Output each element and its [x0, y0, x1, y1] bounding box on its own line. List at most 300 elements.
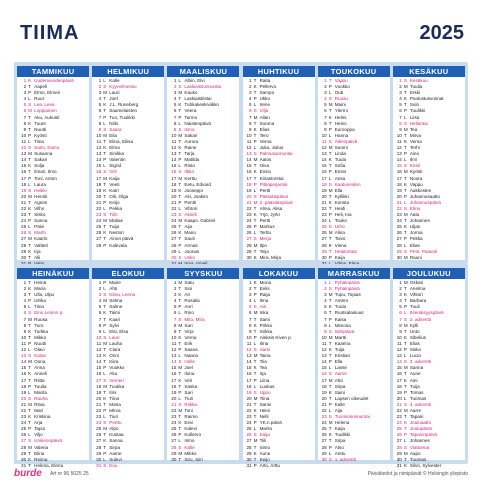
day-number: 27	[21, 438, 27, 444]
name-day: Kalevi	[184, 426, 197, 432]
name-day: Ruusu	[334, 96, 348, 102]
day-number: 19	[321, 389, 327, 395]
day-number: 23	[96, 414, 102, 420]
day-number: 13	[246, 151, 252, 157]
name-day: Yrjö, Jyrki	[259, 212, 280, 218]
day-number: 19	[246, 187, 252, 193]
weekday-letter: T	[103, 359, 107, 365]
month-heading: TOUKOKUU	[318, 66, 390, 77]
weekday-letter: T	[328, 248, 332, 254]
day-number: 20	[96, 193, 102, 199]
weekday-letter: P	[253, 96, 257, 102]
name-day: Elina	[409, 205, 421, 211]
weekday-letter: M	[28, 236, 32, 242]
weekday-letter: S	[328, 96, 332, 102]
name-day: Kalle	[109, 78, 120, 83]
name-day: Kaija	[334, 426, 345, 432]
day-number: 28	[171, 444, 177, 450]
name-day: Anelma	[409, 286, 426, 292]
day-number: 31	[96, 462, 102, 468]
name-day: Kiira	[109, 359, 119, 365]
name-day: Tiina	[34, 138, 44, 144]
weekday-letter: L	[178, 248, 181, 254]
name-day: Ritva	[34, 401, 45, 407]
name-day: Tuuli	[409, 304, 420, 310]
weekday-letter: S	[403, 444, 407, 450]
day-list	[92, 77, 164, 249]
day-number: 29	[321, 450, 327, 456]
weekday-letter: K	[403, 96, 407, 102]
day-number: 16	[321, 371, 327, 377]
weekday-letter: T	[328, 205, 332, 211]
day-number: 29	[321, 248, 327, 254]
name-day: Matilda	[184, 157, 200, 163]
day-number: 9	[98, 328, 102, 334]
day-number: 4	[173, 96, 177, 102]
weekday-letter: L	[328, 132, 332, 138]
name-day: Vuokko	[334, 84, 350, 90]
name-day: Kaapo, Gabriel	[184, 218, 216, 224]
name-day: Outi	[334, 90, 344, 96]
day-number: 15	[171, 163, 177, 169]
weekday-letter: K	[178, 230, 182, 236]
name-day: Liisa	[409, 114, 420, 120]
weekday-letter: L	[403, 242, 407, 248]
day-number: 30	[246, 456, 252, 462]
name-day: Alma, Alisa	[259, 205, 283, 211]
weekday-letter: P	[253, 224, 257, 230]
name-day: Sini	[184, 286, 193, 292]
day-number: 6	[23, 108, 27, 114]
name-day: Terhi	[409, 145, 420, 151]
weekday-letter: L	[103, 371, 106, 377]
weekday-letter: L	[403, 395, 407, 401]
weekday-letter: M	[178, 407, 183, 413]
weekday-letter: M	[253, 438, 258, 444]
article-number: Art nr 96 5025 25	[50, 471, 89, 477]
weekday-letter: P	[328, 316, 332, 322]
day-number: 14	[96, 359, 102, 365]
weekday-letter: P	[178, 114, 182, 120]
weekday-letter: T	[328, 395, 332, 401]
name-day: Matias	[109, 218, 123, 224]
name-day: Pellervo	[259, 84, 277, 90]
name-day: Ruut	[34, 96, 44, 102]
copyright-notice: Päivätiedot ja nimipäivät © Helsingin yliopisto	[367, 471, 468, 477]
name-day: Sakari	[184, 132, 198, 138]
weekday-letter: M	[178, 175, 183, 181]
weekday-letter: T	[28, 420, 31, 426]
day-number: 21	[246, 401, 252, 407]
name-day: Rino	[184, 310, 194, 316]
weekday-letter: T	[178, 108, 182, 114]
name-day: Joulupäivä	[409, 426, 432, 432]
name-day: Tuulia	[409, 84, 423, 90]
weekday-letter: T	[28, 84, 31, 90]
name-day: Ilma	[259, 340, 269, 346]
weekday-letter: P	[103, 322, 107, 328]
name-day: Verna	[259, 138, 272, 144]
day-number: 20	[396, 193, 402, 199]
weekday-letter: S	[103, 292, 107, 298]
day-number: 22	[96, 205, 102, 211]
weekday-letter: P	[178, 389, 182, 395]
day-number: 16	[246, 169, 252, 175]
name-day: Perttu	[109, 420, 122, 426]
calendar-footer	[14, 468, 468, 490]
name-day: Ari	[184, 292, 191, 298]
day-number: 27	[21, 236, 27, 242]
weekday-letter: M	[403, 365, 408, 371]
name-day: Riikka	[184, 401, 197, 407]
month-heading: HELMIKUU	[92, 66, 164, 77]
day-number: 1	[324, 280, 327, 285]
weekday-letter: L	[178, 353, 181, 359]
weekday-letter: T	[328, 151, 332, 157]
name-day: Eetu, Edvard	[184, 181, 211, 187]
name-day: Alpo	[109, 426, 119, 432]
weekday-letter: L	[403, 438, 407, 444]
day-number: 31	[21, 462, 27, 468]
name-day: Salme	[109, 304, 123, 310]
weekday-letter: P	[103, 242, 107, 248]
day-number: 17	[321, 377, 327, 383]
weekday-letter: P	[103, 450, 107, 456]
month-column-huhtikuu	[243, 66, 315, 260]
weekday-letter: K	[403, 334, 407, 340]
month-heading: TAMMIKUU	[17, 66, 89, 77]
day-number: 7	[23, 114, 27, 120]
weekday-letter: L	[328, 450, 332, 456]
day-number: 8	[173, 322, 177, 328]
month-column-kesäkuu	[393, 66, 465, 260]
name-day: Oona	[34, 359, 46, 365]
month-column-elokuu	[92, 268, 164, 468]
day-list	[318, 77, 390, 267]
weekday-letter: T	[178, 414, 182, 420]
name-day: Siru, Siiri	[184, 456, 203, 462]
name-day: Kirsti	[409, 163, 421, 169]
day-number: 20	[246, 193, 252, 199]
weekday-letter: K	[103, 102, 107, 108]
day-number: 16	[171, 371, 177, 377]
weekday-letter: P	[103, 157, 107, 163]
weekday-letter: T	[28, 254, 31, 260]
name-day: Ensio	[334, 169, 347, 175]
day-list	[243, 279, 315, 469]
day-number: 1	[249, 280, 252, 285]
name-day: Linda	[334, 151, 346, 157]
month-heading: HUHTIKUU	[243, 66, 315, 77]
name-day: Maria	[109, 401, 121, 407]
name-day: Onni	[109, 353, 119, 359]
day-number: 7	[98, 114, 102, 120]
day-number: 9	[23, 126, 27, 132]
day-number: 5	[249, 102, 252, 108]
name-day: Lucia	[409, 353, 421, 359]
weekday-letter: P	[328, 126, 332, 132]
day-number: 26	[396, 230, 402, 236]
day-row	[395, 255, 463, 261]
day-number: 21	[171, 401, 177, 407]
name-day: Manu	[184, 230, 196, 236]
weekday-letter: M	[178, 132, 183, 138]
weekday-letter: M	[28, 151, 32, 157]
name-day: Sampo	[259, 90, 275, 96]
day-number: 30	[21, 254, 27, 260]
name-day: Ahti	[109, 286, 118, 292]
weekday-letter: S	[253, 432, 257, 438]
day-number: 21	[396, 199, 402, 205]
day-number: 19	[396, 389, 402, 395]
weekday-letter: P	[103, 407, 107, 413]
day-number: 8	[173, 120, 177, 126]
weekday-letter: P	[103, 199, 107, 205]
name-day: Anri	[184, 304, 193, 310]
day-number: 15	[96, 163, 102, 169]
weekday-letter: S	[253, 151, 257, 157]
name-day: Juhannuspäivä	[409, 199, 441, 205]
weekday-letter: T	[103, 181, 107, 187]
weekday-letter: M	[28, 359, 32, 365]
weekday-letter: S	[328, 286, 332, 292]
name-day: Virpi	[184, 328, 194, 334]
name-day: Valentin	[109, 157, 126, 163]
day-number: 27	[321, 236, 327, 242]
name-day: Uljas	[409, 224, 421, 230]
day-number: 13	[171, 151, 177, 157]
day-number: 13	[396, 151, 402, 157]
day-number: 13	[21, 151, 27, 157]
day-number: 26	[96, 230, 102, 236]
weekday-letter: P	[403, 347, 407, 353]
day-number: 17	[246, 175, 252, 181]
weekday-letter: T	[28, 292, 31, 298]
day-number: 13	[321, 151, 327, 157]
name-day: Eelis	[259, 286, 270, 292]
weekday-letter: P	[253, 138, 257, 144]
weekday-letter: M	[28, 316, 32, 322]
day-number: 12	[21, 347, 27, 353]
day-number: 26	[171, 432, 177, 438]
day-number: 25	[396, 426, 402, 432]
weekday-letter: T	[253, 175, 257, 181]
name-day: Aki, Joakim	[184, 193, 208, 199]
month-column-heinäkuu	[17, 268, 89, 468]
weekday-letter: T	[178, 383, 182, 389]
day-number: 5	[399, 304, 402, 310]
weekday-letter: T	[328, 310, 332, 316]
weekday-letter: P	[28, 218, 32, 224]
day-number: 11	[21, 138, 27, 144]
weekday-letter: M	[328, 102, 333, 108]
name-day: Ilona	[184, 371, 195, 377]
weekday-letter: S	[253, 304, 257, 310]
weekday-letter: T	[28, 377, 31, 383]
month-column-toukokuu	[318, 66, 390, 260]
day-number: 11	[96, 340, 102, 346]
name-day: Sylvi	[109, 322, 119, 328]
day-number: 28	[396, 242, 402, 248]
weekday-letter: K	[253, 169, 257, 175]
weekday-letter: K	[403, 377, 407, 383]
day-number: 14	[396, 359, 402, 365]
weekday-letter: M	[178, 218, 183, 224]
day-number: 7	[98, 316, 102, 322]
name-day: Joonas	[184, 248, 200, 254]
name-day: Saana	[184, 347, 198, 353]
day-number: 25	[321, 426, 327, 432]
name-day: Sari	[184, 322, 193, 328]
weekday-letter: T	[103, 444, 107, 450]
name-day: Tuukka	[109, 383, 125, 389]
weekday-letter: T	[253, 205, 257, 211]
name-day: Merja	[259, 236, 272, 242]
day-number: 6	[173, 108, 177, 114]
weekday-letter: T	[328, 438, 332, 444]
weekday-letter: T	[253, 371, 257, 377]
day-number: 19	[21, 187, 27, 193]
name-day: Verneri	[109, 377, 124, 383]
name-day: Eino Leinon p.	[34, 310, 64, 316]
weekday-letter: T	[28, 407, 31, 413]
name-day: Barbara	[409, 298, 427, 304]
day-number: 24	[96, 218, 102, 224]
weekday-letter: T	[253, 359, 257, 365]
day-number: 12	[321, 145, 327, 151]
weekday-letter: M	[103, 383, 108, 389]
weekday-letter: L	[103, 328, 106, 334]
name-day: Irja	[34, 248, 41, 254]
day-number: 2	[249, 286, 252, 292]
weekday-letter: M	[28, 401, 32, 407]
day-number: 16	[396, 169, 402, 175]
name-day: Konsta	[334, 199, 350, 205]
name-day: Tuomiosunnuntai	[334, 414, 370, 420]
weekday-letter: T	[403, 371, 407, 377]
weekday-letter: M	[253, 114, 258, 120]
name-day: Petri, Paavali	[409, 248, 437, 254]
day-list	[167, 279, 239, 463]
weekday-letter: P	[253, 181, 257, 187]
day-number: 13	[321, 353, 327, 359]
day-list	[243, 77, 315, 261]
weekday-letter: P	[178, 432, 182, 438]
name-day: Tuulikki	[334, 432, 351, 438]
name-day: Elsi, Elsa	[109, 328, 129, 334]
day-number: 1	[324, 78, 327, 83]
name-day: Tapaninpäivä	[409, 432, 437, 438]
weekday-letter: T	[178, 151, 182, 157]
weekday-letter: M	[28, 444, 32, 450]
name-day: Alli	[34, 254, 41, 260]
day-number: 25	[396, 224, 402, 230]
name-day: Sakari	[34, 157, 48, 163]
day-number: 20	[321, 193, 327, 199]
name-day: Tiuri	[184, 395, 194, 401]
weekday-letter: T	[328, 163, 332, 169]
day-number: 10	[21, 334, 27, 340]
day-number: 5	[399, 102, 402, 108]
name-day: Aarne	[109, 450, 122, 456]
name-day: Nestori	[109, 230, 124, 236]
weekday-letter: T	[253, 414, 257, 420]
day-number: 21	[321, 401, 327, 407]
weekday-letter: M	[178, 365, 183, 371]
name-day: Olavi	[34, 347, 45, 353]
day-number: 28	[246, 242, 252, 248]
name-day: Ilma	[259, 298, 269, 304]
weekday-letter: T	[28, 365, 31, 371]
day-number: 26	[96, 432, 102, 438]
weekday-letter: K	[403, 224, 407, 230]
weekday-letter: L	[178, 438, 181, 444]
name-day: Kaatuneiden	[334, 181, 361, 187]
day-number: 5	[324, 102, 327, 108]
day-number: 15	[396, 163, 402, 169]
day-number: 8	[249, 120, 252, 126]
name-day: Kaija	[259, 432, 270, 438]
name-day: Unikeonpäivä	[34, 438, 62, 444]
day-number: 12	[96, 347, 102, 353]
name-day: Aini	[409, 377, 418, 383]
day-number: 4	[98, 96, 102, 102]
name-day: Elina	[34, 450, 45, 456]
name-day: Ilpo	[259, 242, 267, 248]
day-number: 9	[173, 328, 177, 334]
day-number: 22	[21, 205, 27, 211]
name-day: Ilmari, Ilmo	[34, 169, 57, 175]
name-day: Pertti	[259, 187, 271, 193]
name-day: Sanna	[34, 218, 48, 224]
weekday-letter: T	[103, 316, 107, 322]
name-day: Ella	[334, 359, 343, 365]
weekday-letter: P	[253, 420, 257, 426]
weekday-letter: T	[103, 151, 107, 157]
name-day: Johannes	[409, 438, 430, 444]
weekday-letter: T	[28, 114, 31, 120]
name-day: Raija	[259, 292, 271, 298]
weekday-letter: K	[403, 138, 407, 144]
weekday-letter: T	[253, 286, 257, 292]
name-day: Tiina	[34, 304, 44, 310]
name-day: Kauko	[184, 90, 198, 96]
weekday-letter: T	[253, 444, 257, 450]
name-day: 2. adventti	[409, 316, 432, 322]
weekday-letter: S	[178, 254, 182, 260]
weekday-letter: S	[28, 395, 32, 401]
weekday-letter: K	[28, 286, 32, 292]
weekday-letter: T	[178, 236, 182, 242]
day-number: 24	[171, 218, 177, 224]
weekday-letter: T	[403, 414, 407, 420]
day-number: 10	[171, 132, 177, 138]
name-day: Tuomas	[409, 456, 427, 462]
calendar-year: 2025	[419, 22, 464, 44]
day-number: 2	[23, 84, 27, 90]
name-day: Tarja	[184, 151, 195, 157]
name-day: Kristian	[334, 353, 351, 359]
name-day: Valeria	[34, 444, 49, 450]
name-day: Kylli	[409, 322, 419, 328]
day-number: 18	[171, 383, 177, 389]
name-day: Sirkka	[259, 328, 273, 334]
day-number: 22	[396, 205, 402, 211]
name-day: Sisko	[34, 212, 46, 218]
weekday-letter: T	[178, 328, 182, 334]
name-day: Tuulikki	[409, 108, 426, 114]
name-day: Tarmo	[184, 114, 198, 120]
